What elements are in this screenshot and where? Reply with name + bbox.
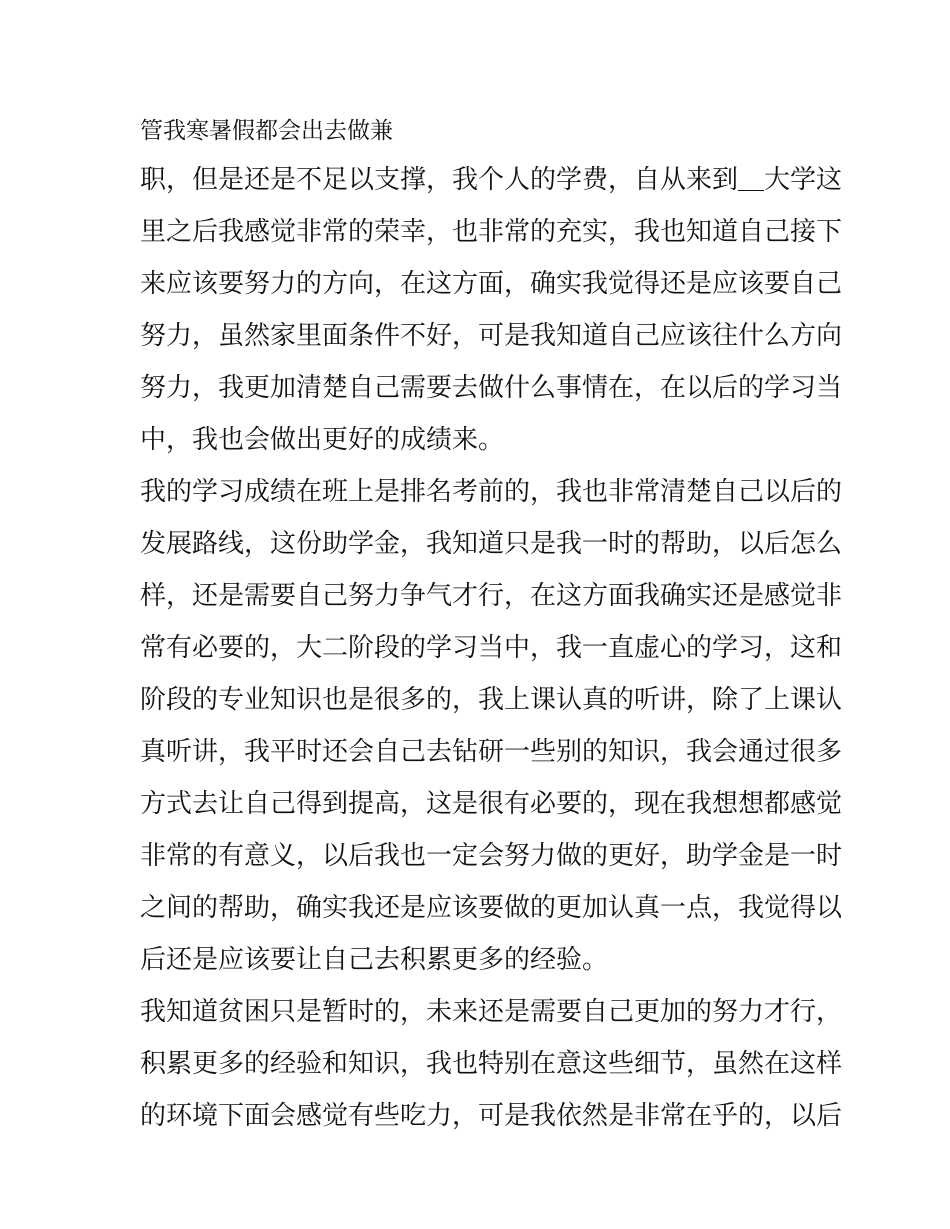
text-line: 方式去让自己得到提高，这是很有必要的，现在我想想都感觉 [140,789,843,819]
text-line: 里之后我感觉非常的荣幸，也非常的充实，我也知道自己接下 [140,217,843,247]
text-line: 我知道贫困只是暂时的，未来还是需要自己更加的努力才行， [140,997,843,1027]
text-line: 发展路线，这份助学金，我知道只是我一时的帮助，以后怎么 [140,529,843,559]
text-line: 努力，我更加清楚自己需要去做什么事情在，在以后的学习当 [140,373,843,403]
text-line: 非常的有意义，以后我也一定会努力做的更好，助学金是一时 [140,841,843,871]
text-line: 后还是应该要让自己去积累更多的经验。 [140,945,609,975]
text-line: 阶段的专业知识也是很多的，我上课认真的听讲，除了上课认 [140,685,843,715]
text-line: 真听讲，我平时还会自己去钻研一些别的知识，我会通过很多 [140,737,843,767]
text-line: 之间的帮助，确实我还是应该要做的更加认真一点，我觉得以 [140,893,843,923]
text-line: 我的学习成绩在班上是排名考前的，我也非常清楚自己以后的 [140,477,843,507]
document-body [140,108,843,1142]
text-line: 常有必要的，大二阶段的学习当中，我一直虚心的学习，这和 [140,633,843,663]
text-line: 中，我也会做出更好的成绩来。 [140,425,505,455]
text-line: 的环境下面会感觉有些吃力，可是我依然是非常在乎的，以后 [140,1101,843,1131]
text-line: 职，但是还是不足以支撑，我个人的学费，自从来到＿大学这 [140,165,843,195]
text-line: 努力，虽然家里面条件不好，可是我知道自己应该往什么方向 [140,321,843,351]
text-line: 管我寒暑假都会出去做兼 [140,118,393,144]
text-line: 样，还是需要自己努力争气才行，在这方面我确实还是感觉非 [140,581,843,611]
text-line: 来应该要努力的方向，在这方面，确实我觉得还是应该要自己 [140,269,843,299]
text-line: 积累更多的经验和知识，我也特别在意这些细节，虽然在这样 [140,1049,843,1079]
